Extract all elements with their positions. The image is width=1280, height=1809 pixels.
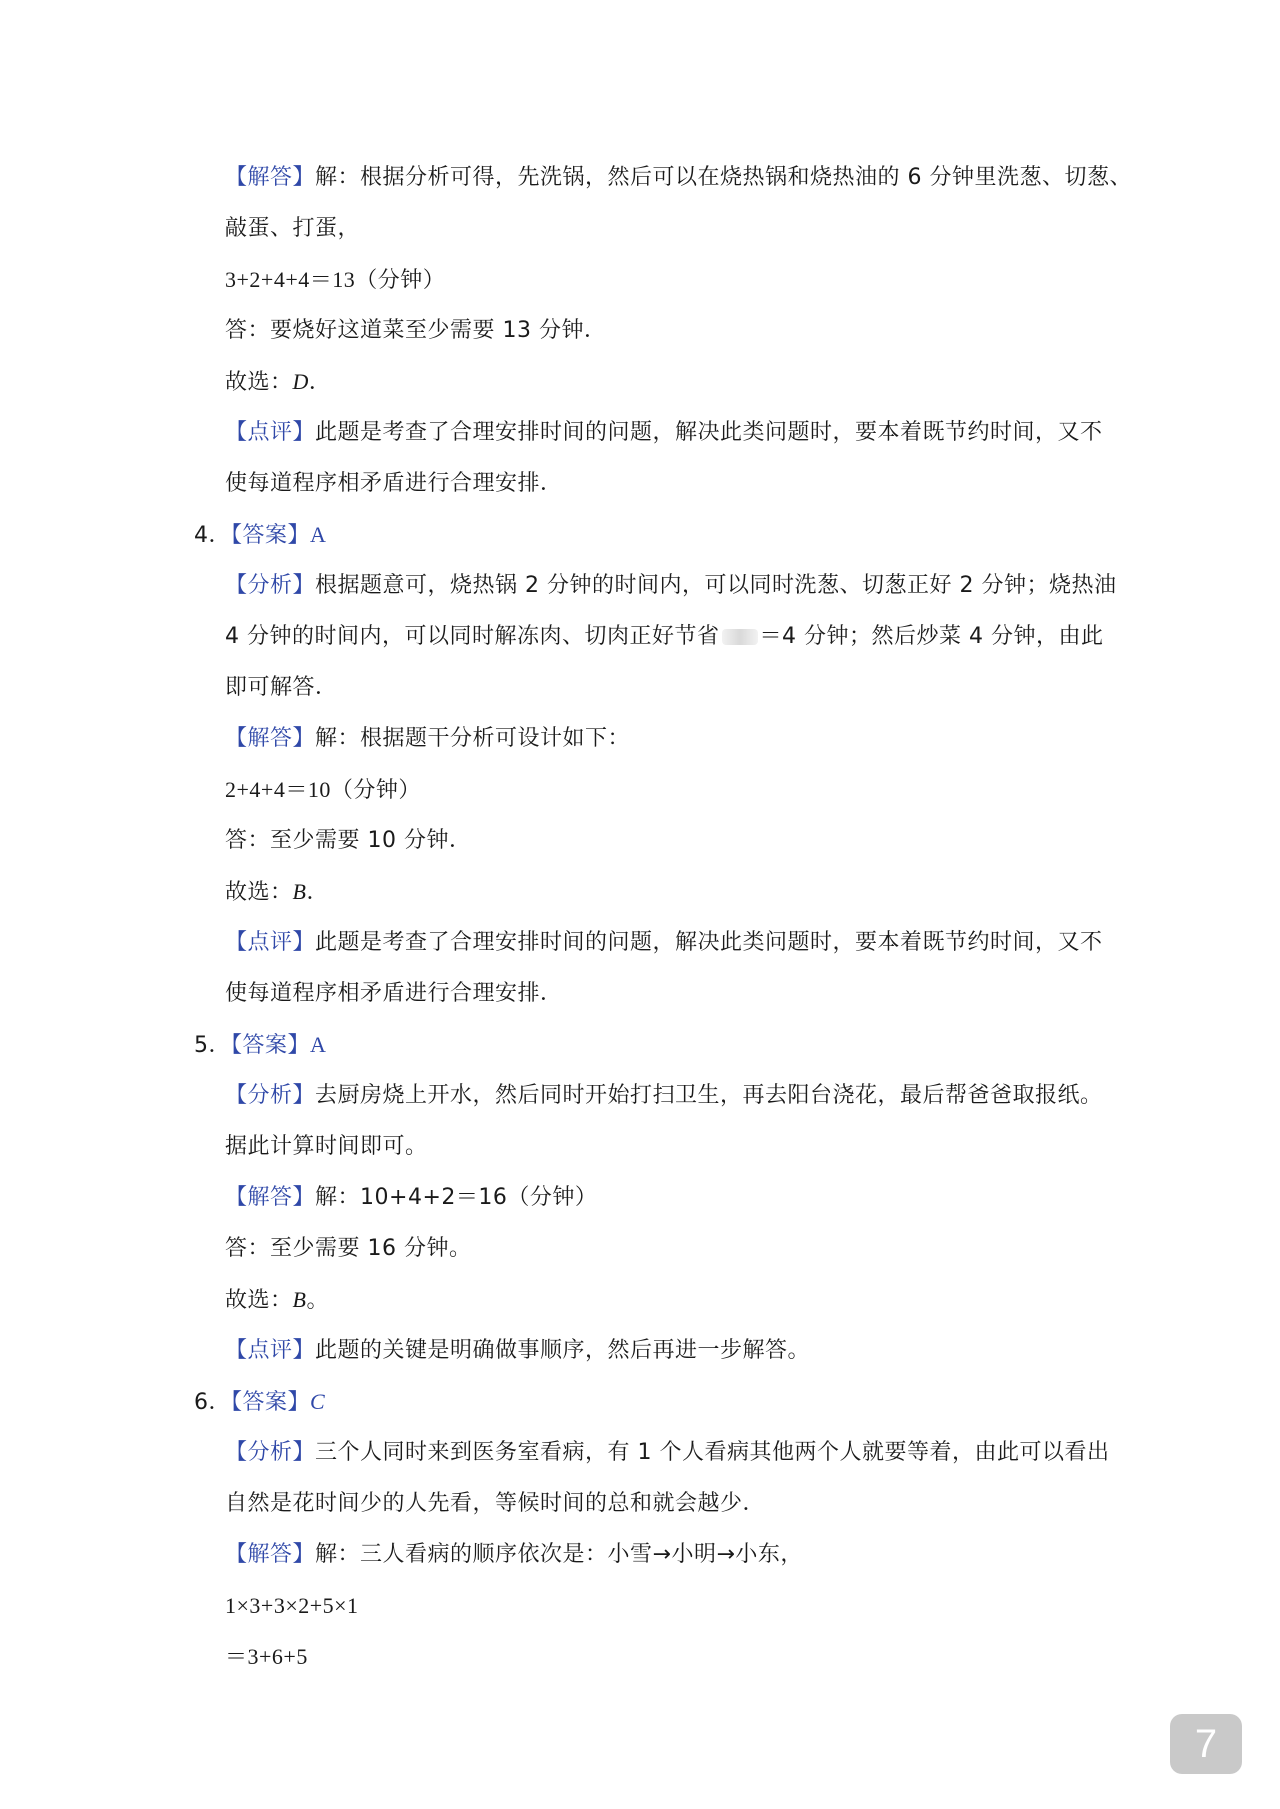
line-text: 此题是考查了合理安排时间的问题，解决此类问题时，要本着既节约时间，又不: [315, 420, 1103, 445]
line-text: 答：要烧好这道菜至少需要 13 分钟．: [225, 318, 607, 343]
line-text: 答：至少需要 16 分钟。: [225, 1236, 472, 1261]
comment-line: [225, 928, 1103, 958]
choice-line: [225, 877, 329, 908]
text-line: [225, 826, 471, 856]
line-text: 。: [306, 1288, 329, 1313]
text-line: [225, 979, 563, 1009]
equation-line: [225, 1642, 308, 1672]
comment-line: [225, 418, 1103, 448]
line-text: ．: [306, 880, 329, 905]
line-text: 故选：: [225, 370, 293, 395]
choice-letter: D: [292, 369, 309, 394]
line-text: 故选：: [225, 880, 293, 905]
text-line: [225, 673, 338, 703]
answer-letter: A: [310, 522, 327, 547]
line-text: 2+4+4＝10（分钟）: [225, 777, 421, 802]
answer-line: [225, 724, 630, 754]
line-text: 4 分钟的时间内，可以同时解冻肉、切肉正好节省: [225, 624, 720, 649]
line-text: 此题的关键是明确做事顺序，然后再进一步解答。: [315, 1338, 811, 1363]
line-text: 三个人同时来到医务室看病，有 1 个人看病其他两个人就要等着，由此可以看出: [315, 1440, 1110, 1465]
line-text: 即可解答．: [225, 675, 338, 700]
choice-line: [225, 1285, 329, 1316]
section-tag: 【答案】: [231, 1390, 311, 1415]
text-line: [225, 1132, 428, 1162]
line-text: 解：10+4+2＝16（分钟）: [315, 1185, 598, 1210]
comment-line: [225, 1336, 810, 1366]
section-tag: 【点评】: [225, 930, 316, 955]
section-tag: 【答案】: [231, 1033, 311, 1058]
text-line: [225, 214, 360, 244]
line-text: 解：三人看病的顺序依次是：小雪→小明→小东，: [315, 1542, 803, 1567]
question-5-header: [194, 1030, 326, 1061]
line-text: ．: [308, 370, 332, 395]
equation-line: [225, 265, 445, 295]
question-number: 4．: [194, 523, 231, 548]
line-text: 1×3+3×2+5×1: [225, 1593, 359, 1618]
analysis-line: [225, 1438, 1110, 1468]
choice-letter: B: [292, 1287, 307, 1312]
section-tag: 【解答】: [225, 1542, 316, 1567]
line-text: 根据题意可，烧热锅 2 分钟的时间内，可以同时洗葱、切葱正好 2 分钟；烧热油: [315, 573, 1117, 598]
analysis-line: [225, 1081, 1103, 1111]
text-line: [225, 469, 563, 499]
line-text: 答：至少需要 10 分钟．: [225, 828, 472, 853]
line-text: 解：根据题干分析可设计如下：: [315, 726, 631, 751]
answer-letter: C: [310, 1389, 326, 1414]
line-text: ＝4 分钟；然后炒菜 4 分钟，由此: [759, 624, 1104, 649]
question-6-header: [194, 1387, 325, 1418]
equation-line: [225, 775, 421, 805]
choice-line: [225, 367, 331, 398]
analysis-line: [225, 571, 1117, 601]
choice-letter: B: [292, 879, 307, 904]
line-text: 解：根据分析可得，先洗锅，然后可以在烧热锅和烧热油的 6 分钟里洗葱、切葱、: [315, 165, 1133, 190]
section-tag: 【解答】: [225, 1185, 316, 1210]
line-text: 此题是考查了合理安排时间的问题，解决此类问题时，要本着既节约时间，又不: [315, 930, 1103, 955]
section-tag: 【点评】: [225, 1338, 316, 1363]
section-tag: 【分析】: [225, 1083, 316, 1108]
section-tag: 【分析】: [225, 573, 316, 598]
page-number-badge[interactable]: 7: [1170, 1714, 1242, 1774]
blurred-fraction: [722, 629, 758, 645]
equation-line: [225, 1591, 359, 1621]
answer-line: [225, 1540, 803, 1570]
line-text: 去厨房烧上开水，然后同时开始打扫卫生，再去阳台浇花，最后帮爸爸取报纸。: [315, 1083, 1103, 1108]
answer-line: [225, 163, 1132, 193]
section-tag: 【分析】: [225, 1440, 316, 1465]
answer-letter: A: [310, 1032, 327, 1057]
line-text: 使每道程序相矛盾进行合理安排．: [225, 981, 563, 1006]
section-tag: 【解答】: [225, 165, 316, 190]
text-line: [225, 1234, 471, 1264]
text-line: [225, 622, 1103, 652]
line-text: 故选：: [225, 1288, 293, 1313]
line-text: 敲蛋、打蛋，: [225, 216, 361, 241]
section-tag: 【点评】: [225, 420, 316, 445]
line-text: 3+2+4+4＝13（分钟）: [225, 267, 446, 292]
line-text: 据此计算时间即可。: [225, 1134, 428, 1159]
answer-line: [225, 1183, 597, 1213]
text-line: [225, 316, 606, 346]
line-text: 使每道程序相矛盾进行合理安排．: [225, 471, 563, 496]
line-text: 自然是花时间少的人先看，等候时间的总和就会越少．: [225, 1491, 766, 1516]
question-4-header: [194, 520, 326, 551]
section-tag: 【答案】: [231, 523, 311, 548]
question-number: 6．: [194, 1390, 231, 1415]
text-line: [225, 1489, 765, 1519]
section-tag: 【解答】: [225, 726, 316, 751]
line-text: ＝3+6+5: [225, 1644, 308, 1669]
question-number: 5．: [194, 1033, 231, 1058]
